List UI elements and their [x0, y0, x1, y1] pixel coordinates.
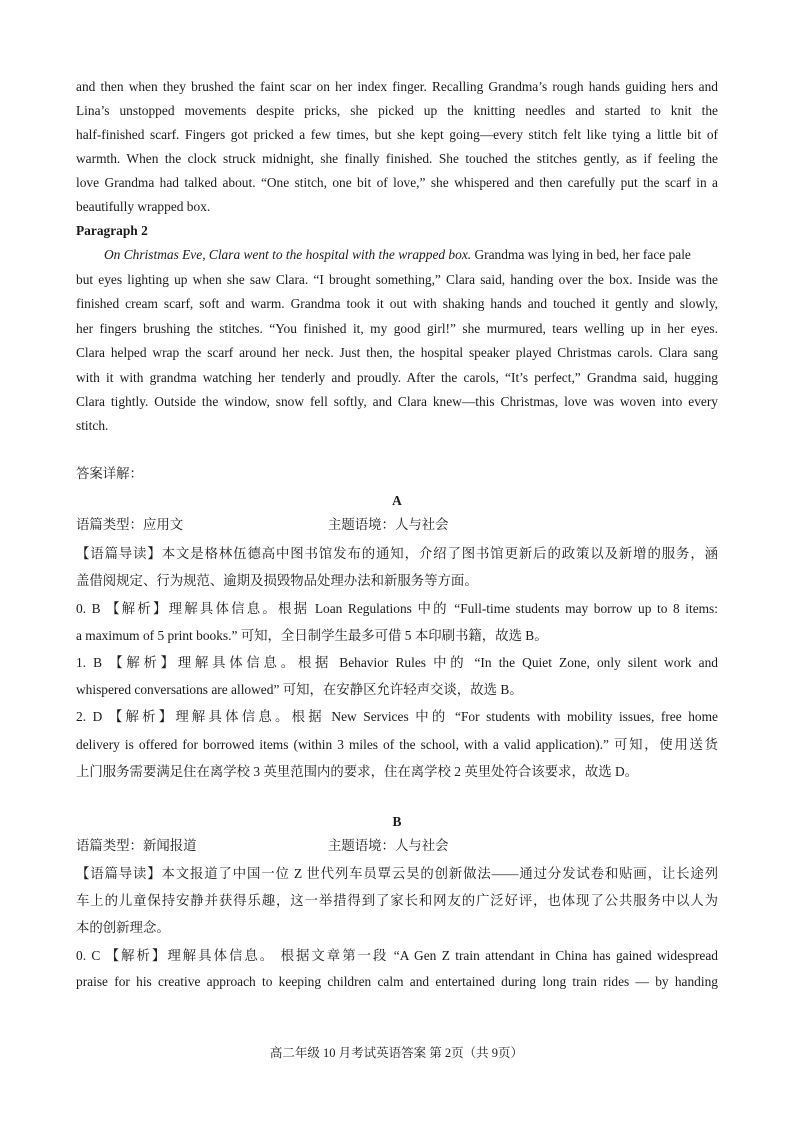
answer-item-line: 0. C 【解析】理解具体信息。 根据文章第一段 “A Gen Z train attendant in China has gained widespread: [76, 948, 718, 963]
answer-item-line: whispered conversations are allowed” 可知，在安静区允许轻声交谈，故选 B。: [76, 682, 523, 697]
answers-heading: 答案详解：: [76, 466, 143, 481]
theme-label: 主题语境：人与社会: [328, 838, 449, 853]
guide-line: 本的创新理念。: [76, 920, 170, 935]
answer-item-line: a maximum of 5 print books.” 可知，全日制学生最多可借 5 本印刷书籍，故选 B。: [76, 628, 548, 643]
paragraph2-first-line-rest: Grandma was lying in bed, her face pale: [471, 247, 691, 262]
paragraph2-first-line: [104, 246, 718, 263]
paragraph2-line: Clara helped wrap the scarf around her neck. Just then, the hospital speaker played Christmas carols. Clara sang: [76, 345, 718, 360]
paragraph2-line: finished cream scarf, soft and warm. Grandma took it out with shaking hands and touched it gently and slowly,: [76, 296, 718, 311]
paragraph2-line: but eyes lighting up when she saw Clara. “I brought something,” Clara said, handing over the box. Inside was the: [76, 272, 718, 287]
text-type-label: 语篇类型：应用文: [76, 517, 184, 532]
guide-line: 【语篇导读】本文是格林伍德高中图书馆发布的通知，介绍了图书馆更新后的政策以及新增的服务，涵: [76, 546, 718, 561]
story-line: half-finished scarf. Fingers got pricked a few times, but she kept going—every stitch felt like tying a little bit of: [76, 127, 718, 142]
story-line: warmth. When the clock struck midnight, she finally finished. She touched the stitches gently, as if feeling the: [76, 151, 718, 166]
guide-line: 盖借阅规定、行为规范、逾期及损毁物品处理办法和新服务等方面。: [76, 573, 478, 588]
section-a-letter: A: [392, 493, 402, 508]
story-line: love Grandma had talked about. “One stitch, one bit of love,” she whispered and then carefully put the scarf in a: [76, 175, 718, 190]
theme-label: 主题语境：人与社会: [328, 517, 449, 532]
paragraph2-line: her fingers brushing the stitches. “You finished it, my good girl!” she murmured, tears welling up in her eyes.: [76, 321, 718, 336]
answer-item-line: 2. D 【解析】理解具体信息。根据 New Services 中的 “For students with mobility issues, free home: [76, 709, 718, 724]
paragraph2-line: Clara tightly. Outside the window, snow fell softly, and Clara knew—this Christmas, love was woven into every: [76, 394, 718, 409]
guide-line: 【语篇导读】本文报道了中国一位 Z 世代列车员覃云昊的创新做法——通过分发试卷和贴画，让长途列: [76, 866, 718, 881]
section-b-letter: B: [392, 814, 402, 829]
paragraph-heading: Paragraph 2: [76, 223, 148, 238]
paragraph2-line: with it with grandma watching her tenderly and proudly. After the carols, “It’s perfect,” Grandma said, hugging: [76, 370, 718, 385]
answer-item-line: 上门服务需要满足住在离学校 3 英里范围内的要求，住在离学校 2 英里处符合该要求，故选 D。: [76, 764, 639, 779]
story-line: Lina’s unstopped movements despite pricks, she picked up the knitting needles and started to knit the: [76, 103, 718, 118]
answer-item-line: 0. B 【解析】理解具体信息。根据 Loan Regulations 中的 “Full-time students may borrow up to 8 items:: [76, 601, 718, 616]
text-type-label: 语篇类型：新闻报道: [76, 838, 197, 853]
paragraph2-line: stitch.: [76, 418, 109, 433]
guide-line: 车上的儿童保持安静并获得乐趣，这一举措得到了家长和网友的广泛好评，也体现了公共服务中以人为: [76, 893, 718, 908]
page-footer: 高二年级 10 月考试英语答案 第 2页（共 9页）: [269, 1046, 524, 1060]
answer-item-line: delivery is offered for borrowed items (within 3 miles of the school, with a valid application).” 可知，使用送货: [76, 737, 718, 752]
section-a-meta: [76, 516, 718, 533]
story-line: and then when they brushed the faint scar on her index finger. Recalling Grandma’s rough hands guiding hers and: [76, 79, 718, 94]
section-b-meta: [76, 837, 718, 854]
answer-item-line: 1. B 【解析】理解具体信息。根据 Behavior Rules 中的 “In the Quiet Zone, only silent work and: [76, 655, 718, 670]
paragraph2-opening-sentence: On Christmas Eve, Clara went to the hospital with the wrapped box.: [104, 247, 472, 262]
story-line: beautifully wrapped box.: [76, 199, 211, 214]
answer-item-line: praise for his creative approach to keeping children calm and entertained during long train rides — by handing: [76, 974, 718, 989]
